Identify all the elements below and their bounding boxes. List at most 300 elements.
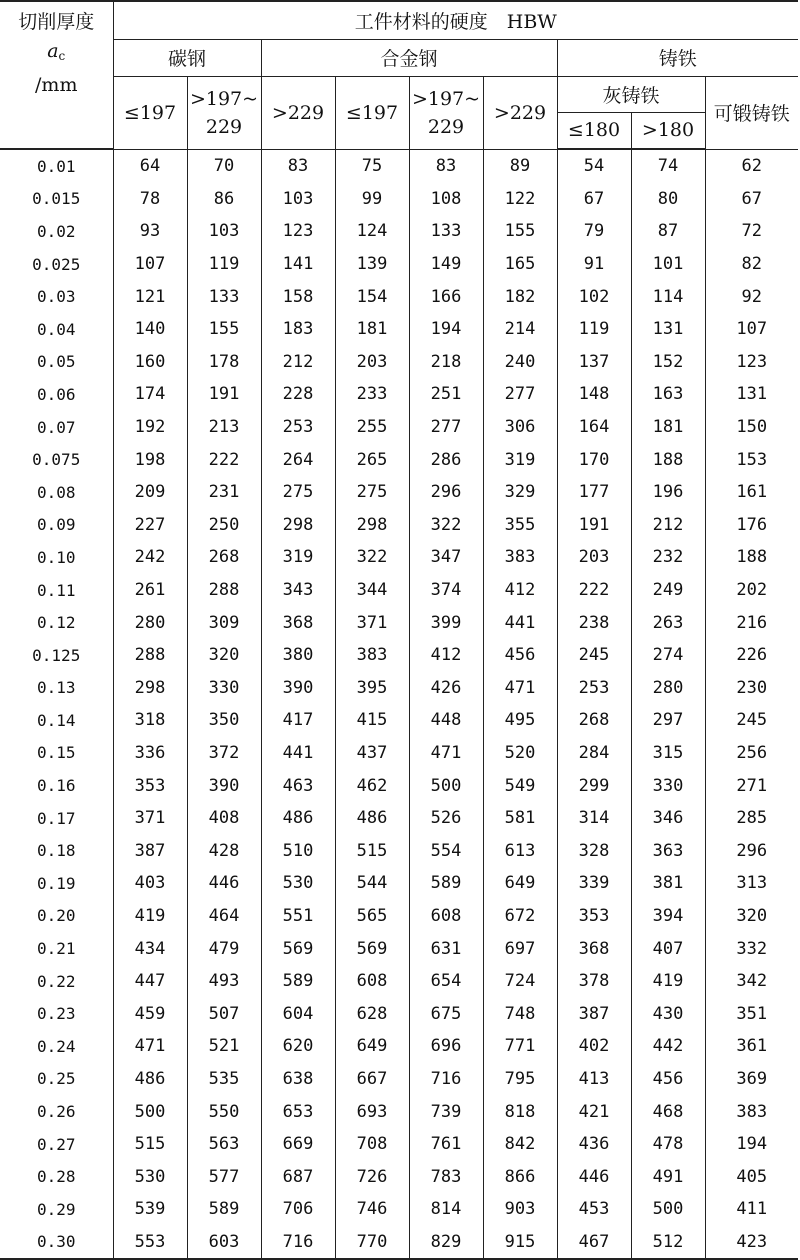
value-cell: 232 [631, 541, 705, 574]
value-cell: 188 [631, 443, 705, 476]
value-cell: 589 [261, 965, 335, 998]
value-cell: 761 [409, 1128, 483, 1161]
value-cell: 569 [335, 932, 409, 965]
value-cell: 309 [187, 606, 261, 639]
value-cell: 78 [113, 183, 187, 216]
table-row [0, 1226, 798, 1260]
gray-iron-le180-header: ≤180 [557, 112, 631, 149]
value-cell: 319 [261, 541, 335, 574]
cast-iron-header: 铸铁 [557, 39, 798, 76]
cutting-thickness-cell: 0.15 [0, 737, 113, 770]
value-cell: 462 [335, 769, 409, 802]
cutting-thickness-unit: /mm [35, 74, 78, 96]
value-cell: 649 [335, 1030, 409, 1063]
value-cell: 320 [187, 639, 261, 672]
value-cell: 268 [187, 541, 261, 574]
value-cell: 581 [483, 802, 557, 835]
value-cell: 526 [409, 802, 483, 835]
table-row [0, 411, 798, 444]
value-cell: 515 [335, 834, 409, 867]
table-row [0, 1193, 798, 1226]
value-cell: 137 [557, 346, 631, 379]
value-cell: 441 [261, 737, 335, 770]
value-cell: 280 [631, 672, 705, 705]
value-cell: 520 [483, 737, 557, 770]
cutting-thickness-cell: 0.16 [0, 769, 113, 802]
value-cell: 394 [631, 900, 705, 933]
value-cell: 83 [409, 149, 483, 183]
value-cell: 372 [187, 737, 261, 770]
value-cell: 783 [409, 1160, 483, 1193]
cutting-thickness-cell: 0.24 [0, 1030, 113, 1063]
table-row [0, 867, 798, 900]
value-cell: 866 [483, 1160, 557, 1193]
table-row [0, 149, 798, 183]
table-row [0, 1095, 798, 1128]
cutting-thickness-cell: 0.08 [0, 476, 113, 509]
value-cell: 298 [335, 509, 409, 542]
value-cell: 230 [705, 672, 798, 705]
value-cell: 411 [705, 1193, 798, 1226]
value-cell: 155 [483, 215, 557, 248]
value-cell: 549 [483, 769, 557, 802]
table-row [0, 183, 798, 216]
value-cell: 419 [631, 965, 705, 998]
value-cell: 426 [409, 672, 483, 705]
value-cell: 374 [409, 574, 483, 607]
cutting-thickness-cell: 0.025 [0, 248, 113, 281]
value-cell: 154 [335, 280, 409, 313]
value-cell: 249 [631, 574, 705, 607]
value-cell: 603 [187, 1226, 261, 1260]
table-row [0, 541, 798, 574]
value-cell: 818 [483, 1095, 557, 1128]
value-cell: 119 [557, 313, 631, 346]
value-cell: 706 [261, 1193, 335, 1226]
value-cell: 87 [631, 215, 705, 248]
value-cell: 716 [409, 1063, 483, 1096]
value-cell: 446 [187, 867, 261, 900]
value-cell: 181 [335, 313, 409, 346]
value-cell: 209 [113, 476, 187, 509]
carbon-steel-header: 碳钢 [113, 39, 261, 76]
value-cell: 412 [483, 574, 557, 607]
value-cell: 261 [113, 574, 187, 607]
value-cell: 93 [113, 215, 187, 248]
value-cell: 306 [483, 411, 557, 444]
value-cell: 80 [631, 183, 705, 216]
value-cell: 277 [483, 378, 557, 411]
value-cell: 510 [261, 834, 335, 867]
value-cell: 604 [261, 997, 335, 1030]
value-cell: 133 [409, 215, 483, 248]
value-cell: 442 [631, 1030, 705, 1063]
value-cell: 297 [631, 704, 705, 737]
value-cell: 371 [113, 802, 187, 835]
value-cell: 322 [335, 541, 409, 574]
value-cell: 521 [187, 1030, 261, 1063]
value-cell: 491 [631, 1160, 705, 1193]
value-cell: 842 [483, 1128, 557, 1161]
value-cell: 770 [335, 1226, 409, 1260]
table-row [0, 1160, 798, 1193]
value-cell: 231 [187, 476, 261, 509]
cutting-thickness-label: 切削厚度 [18, 11, 95, 33]
value-cell: 332 [705, 932, 798, 965]
value-cell: 814 [409, 1193, 483, 1226]
value-cell: 227 [113, 509, 187, 542]
value-cell: 322 [409, 509, 483, 542]
value-cell: 91 [557, 248, 631, 281]
alloy-steel-le197-header: ≤197 [335, 76, 409, 149]
value-cell: 82 [705, 248, 798, 281]
value-cell: 178 [187, 346, 261, 379]
value-cell: 192 [113, 411, 187, 444]
value-cell: 298 [261, 509, 335, 542]
value-cell: 280 [113, 606, 187, 639]
value-cell: 284 [557, 737, 631, 770]
value-cell: 343 [261, 574, 335, 607]
value-cell: 153 [705, 443, 798, 476]
table-row [0, 443, 798, 476]
value-cell: 589 [187, 1193, 261, 1226]
value-cell: 64 [113, 149, 187, 183]
value-cell: 181 [631, 411, 705, 444]
cutting-thickness-cell: 0.09 [0, 509, 113, 542]
value-cell: 226 [705, 639, 798, 672]
value-cell: 238 [557, 606, 631, 639]
value-cell: 350 [187, 704, 261, 737]
value-cell: 214 [483, 313, 557, 346]
value-cell: 123 [261, 215, 335, 248]
value-cell: 296 [409, 476, 483, 509]
value-cell: 428 [187, 834, 261, 867]
value-cell: 74 [631, 149, 705, 183]
value-cell: 463 [261, 769, 335, 802]
alloy-steel-gt229-header: >229 [483, 76, 557, 149]
table-row [0, 346, 798, 379]
value-cell: 708 [335, 1128, 409, 1161]
value-cell: 203 [557, 541, 631, 574]
alloy-steel-header: 合金钢 [261, 39, 557, 76]
value-cell: 771 [483, 1030, 557, 1063]
value-cell: 213 [187, 411, 261, 444]
value-cell: 399 [409, 606, 483, 639]
table-row [0, 997, 798, 1030]
cutting-thickness-cell: 0.26 [0, 1095, 113, 1128]
value-cell: 165 [483, 248, 557, 281]
value-cell: 468 [631, 1095, 705, 1128]
value-cell: 212 [261, 346, 335, 379]
value-cell: 829 [409, 1226, 483, 1260]
value-cell: 141 [261, 248, 335, 281]
value-cell: 92 [705, 280, 798, 313]
value-cell: 368 [261, 606, 335, 639]
value-cell: 535 [187, 1063, 261, 1096]
value-cell: 163 [631, 378, 705, 411]
value-cell: 108 [409, 183, 483, 216]
value-cell: 174 [113, 378, 187, 411]
gray-iron-gt180-header: >180 [631, 112, 705, 149]
value-cell: 101 [631, 248, 705, 281]
value-cell: 191 [557, 509, 631, 542]
value-cell: 495 [483, 704, 557, 737]
value-cell: 369 [705, 1063, 798, 1096]
value-cell: 649 [483, 867, 557, 900]
value-cell: 553 [113, 1226, 187, 1260]
value-cell: 191 [187, 378, 261, 411]
value-cell: 83 [261, 149, 335, 183]
value-cell: 277 [409, 411, 483, 444]
value-cell: 486 [261, 802, 335, 835]
table-row [0, 932, 798, 965]
value-cell: 687 [261, 1160, 335, 1193]
value-cell: 188 [705, 541, 798, 574]
value-cell: 103 [187, 215, 261, 248]
value-cell: 447 [113, 965, 187, 998]
value-cell: 170 [557, 443, 631, 476]
value-cell: 140 [113, 313, 187, 346]
value-cell: 119 [187, 248, 261, 281]
value-cell: 176 [705, 509, 798, 542]
value-cell: 183 [261, 313, 335, 346]
value-cell: 328 [557, 834, 631, 867]
cutting-thickness-cell: 0.06 [0, 378, 113, 411]
value-cell: 342 [705, 965, 798, 998]
table-row [0, 802, 798, 835]
value-cell: 268 [557, 704, 631, 737]
table-row [0, 704, 798, 737]
value-cell: 378 [557, 965, 631, 998]
table-row [0, 737, 798, 770]
value-cell: 275 [335, 476, 409, 509]
value-cell: 298 [113, 672, 187, 705]
value-cell: 441 [483, 606, 557, 639]
value-cell: 285 [705, 802, 798, 835]
cutting-thickness-cell: 0.29 [0, 1193, 113, 1226]
table-row [0, 215, 798, 248]
gray-iron-header: 灰铸铁 [557, 76, 705, 112]
value-cell: 530 [261, 867, 335, 900]
value-cell: 415 [335, 704, 409, 737]
cutting-thickness-cell: 0.17 [0, 802, 113, 835]
value-cell: 405 [705, 1160, 798, 1193]
cutting-thickness-symbol: $a_c$ [47, 40, 66, 63]
cutting-thickness-cell: 0.23 [0, 997, 113, 1030]
table-row [0, 1128, 798, 1161]
value-cell: 196 [631, 476, 705, 509]
material-hardness-header: 工件材料的硬度 HBW [113, 1, 798, 39]
value-cell: 486 [113, 1063, 187, 1096]
value-cell: 336 [113, 737, 187, 770]
value-cell: 407 [631, 932, 705, 965]
value-cell: 669 [261, 1128, 335, 1161]
value-cell: 240 [483, 346, 557, 379]
value-cell: 99 [335, 183, 409, 216]
value-cell: 67 [557, 183, 631, 216]
value-cell: 539 [113, 1193, 187, 1226]
value-cell: 330 [631, 769, 705, 802]
value-cell: 251 [409, 378, 483, 411]
value-cell: 500 [631, 1193, 705, 1226]
value-cell: 160 [113, 346, 187, 379]
value-cell: 344 [335, 574, 409, 607]
value-cell: 423 [705, 1226, 798, 1260]
value-cell: 748 [483, 997, 557, 1030]
cutting-thickness-cell: 0.01 [0, 149, 113, 183]
cutting-thickness-cell: 0.10 [0, 541, 113, 574]
carbon-steel-gt229-header: >229 [261, 76, 335, 149]
table-row [0, 900, 798, 933]
cutting-thickness-cell: 0.19 [0, 867, 113, 900]
table-row [0, 476, 798, 509]
value-cell: 194 [705, 1128, 798, 1161]
value-cell: 313 [705, 867, 798, 900]
value-cell: 653 [261, 1095, 335, 1128]
value-cell: 286 [409, 443, 483, 476]
table-row [0, 248, 798, 281]
value-cell: 288 [113, 639, 187, 672]
value-cell: 387 [113, 834, 187, 867]
value-cell: 182 [483, 280, 557, 313]
value-cell: 222 [187, 443, 261, 476]
value-cell: 419 [113, 900, 187, 933]
cutting-thickness-cell: 0.14 [0, 704, 113, 737]
cutting-thickness-cell: 0.03 [0, 280, 113, 313]
value-cell: 233 [335, 378, 409, 411]
value-cell: 351 [705, 997, 798, 1030]
value-cell: 453 [557, 1193, 631, 1226]
cutting-thickness-cell: 0.125 [0, 639, 113, 672]
value-cell: 915 [483, 1226, 557, 1260]
table-row [0, 965, 798, 998]
value-cell: 467 [557, 1226, 631, 1260]
value-cell: 620 [261, 1030, 335, 1063]
value-cell: 479 [187, 932, 261, 965]
value-cell: 148 [557, 378, 631, 411]
value-cell: 253 [557, 672, 631, 705]
value-cell: 89 [483, 149, 557, 183]
cutting-thickness-cell: 0.18 [0, 834, 113, 867]
value-cell: 363 [631, 834, 705, 867]
value-cell: 255 [335, 411, 409, 444]
value-cell: 565 [335, 900, 409, 933]
table-row [0, 606, 798, 639]
table-row [0, 769, 798, 802]
table-row [0, 378, 798, 411]
value-cell: 329 [483, 476, 557, 509]
value-cell: 245 [705, 704, 798, 737]
value-cell: 218 [409, 346, 483, 379]
cutting-thickness-cell: 0.13 [0, 672, 113, 705]
value-cell: 121 [113, 280, 187, 313]
value-cell: 315 [631, 737, 705, 770]
value-cell: 383 [705, 1095, 798, 1128]
value-cell: 107 [705, 313, 798, 346]
value-cell: 672 [483, 900, 557, 933]
value-cell: 383 [335, 639, 409, 672]
value-cell: 149 [409, 248, 483, 281]
cutting-thickness-cell: 0.20 [0, 900, 113, 933]
value-cell: 403 [113, 867, 187, 900]
value-cell: 471 [113, 1030, 187, 1063]
value-cell: 250 [187, 509, 261, 542]
value-cell: 515 [113, 1128, 187, 1161]
value-cell: 86 [187, 183, 261, 216]
value-cell: 746 [335, 1193, 409, 1226]
value-cell: 216 [705, 606, 798, 639]
value-cell: 155 [187, 313, 261, 346]
value-cell: 203 [335, 346, 409, 379]
table-row [0, 313, 798, 346]
value-cell: 124 [335, 215, 409, 248]
value-cell: 212 [631, 509, 705, 542]
value-cell: 256 [705, 737, 798, 770]
cutting-thickness-cell: 0.27 [0, 1128, 113, 1161]
value-cell: 361 [705, 1030, 798, 1063]
table-row [0, 1063, 798, 1096]
value-cell: 222 [557, 574, 631, 607]
value-cell: 412 [409, 639, 483, 672]
value-cell: 628 [335, 997, 409, 1030]
value-cell: 202 [705, 574, 798, 607]
value-cell: 448 [409, 704, 483, 737]
value-cell: 493 [187, 965, 261, 998]
value-cell: 274 [631, 639, 705, 672]
value-cell: 72 [705, 215, 798, 248]
value-cell: 654 [409, 965, 483, 998]
value-cell: 478 [631, 1128, 705, 1161]
value-cell: 383 [483, 541, 557, 574]
value-cell: 696 [409, 1030, 483, 1063]
value-cell: 716 [261, 1226, 335, 1260]
value-cell: 569 [261, 932, 335, 965]
value-cell: 554 [409, 834, 483, 867]
value-cell: 726 [335, 1160, 409, 1193]
value-cell: 577 [187, 1160, 261, 1193]
cutting-thickness-cell: 0.22 [0, 965, 113, 998]
value-cell: 464 [187, 900, 261, 933]
cutting-thickness-cell: 0.28 [0, 1160, 113, 1193]
table-row [0, 280, 798, 313]
value-cell: 530 [113, 1160, 187, 1193]
value-cell: 275 [261, 476, 335, 509]
cutting-thickness-header [0, 1, 113, 149]
value-cell: 434 [113, 932, 187, 965]
value-cell: 198 [113, 443, 187, 476]
value-cell: 402 [557, 1030, 631, 1063]
value-cell: 75 [335, 149, 409, 183]
cutting-thickness-cell: 0.04 [0, 313, 113, 346]
table-row [0, 672, 798, 705]
value-cell: 194 [409, 313, 483, 346]
value-cell: 346 [631, 802, 705, 835]
value-cell: 563 [187, 1128, 261, 1161]
cutting-thickness-cell: 0.25 [0, 1063, 113, 1096]
value-cell: 430 [631, 997, 705, 1030]
value-cell: 697 [483, 932, 557, 965]
value-cell: 387 [557, 997, 631, 1030]
value-cell: 446 [557, 1160, 631, 1193]
value-cell: 368 [557, 932, 631, 965]
value-cell: 152 [631, 346, 705, 379]
value-cell: 371 [335, 606, 409, 639]
value-cell: 421 [557, 1095, 631, 1128]
value-cell: 319 [483, 443, 557, 476]
table-header [0, 1, 798, 149]
value-cell: 164 [557, 411, 631, 444]
alloy-steel-197-229-header: >197~ 229 [409, 76, 483, 149]
